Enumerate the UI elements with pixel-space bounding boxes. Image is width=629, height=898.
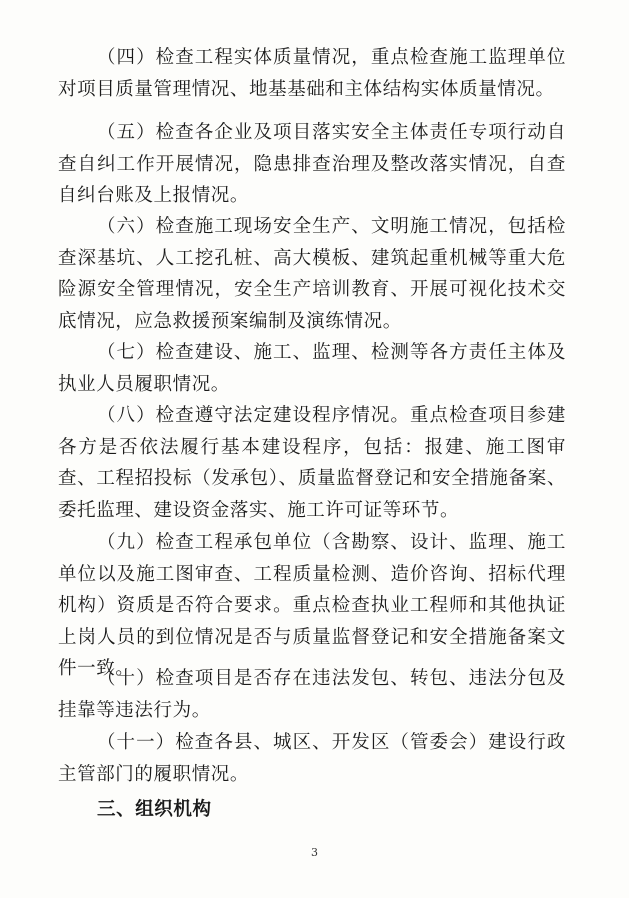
paragraph-item-10: （十）检查项目是否存在违法发包、转包、违法分包及挂靠等违法行为。	[58, 668, 566, 721]
paragraph-item-8: （八）检查遵守法定建设程序情况。重点检查项目参建各方是否依法履行基本建设程序，包括：报建、施工图审查、工程招投标（发承包）、质量监督登记和安全措施备案、委托监理、建设资金落实、施工许可证等环节。	[58, 405, 566, 521]
paragraph-item-7: （七）检查建设、施工、监理、检测等各方责任主体及执业人员履职情况。	[58, 342, 566, 395]
paragraph-item-9: （九）检查工程承包单位（含勘察、设计、监理、施工单位以及施工图审查、工程质量检测、造价咨询、招标代理机构）资质是否符合要求。重点检查执业工程师和其他执证上岗人员的到位情况是否与质量监督登记和安全措施备案文件一致。	[58, 532, 566, 679]
paragraph-item-6: （六）检查施工现场安全生产、文明施工情况，包括检查深基坑、人工挖孔桩、高大模板、建筑起重机械等重大危险源安全管理情况，安全生产培训教育、开展可视化技术交底情况，应急救援预案编制及演练情况。	[58, 216, 566, 332]
paragraph-item-11: （十一）检查各县、城区、开发区（管委会）建设行政主管部门的履职情况。	[58, 732, 566, 785]
section-heading: 三、组织机构	[97, 799, 212, 820]
paragraph-item-4: （四）检查工程实体质量情况，重点检查施工监理单位对项目质量管理情况、地基基础和主体结构实体质量情况。	[58, 47, 566, 100]
page-number: 3	[311, 846, 318, 859]
paragraph-item-5: （五）检查各企业及项目落实安全主体责任专项行动自查自纠工作开展情况，隐患排查治理及整改落实情况，自查自纠台账及上报情况。	[58, 122, 566, 206]
